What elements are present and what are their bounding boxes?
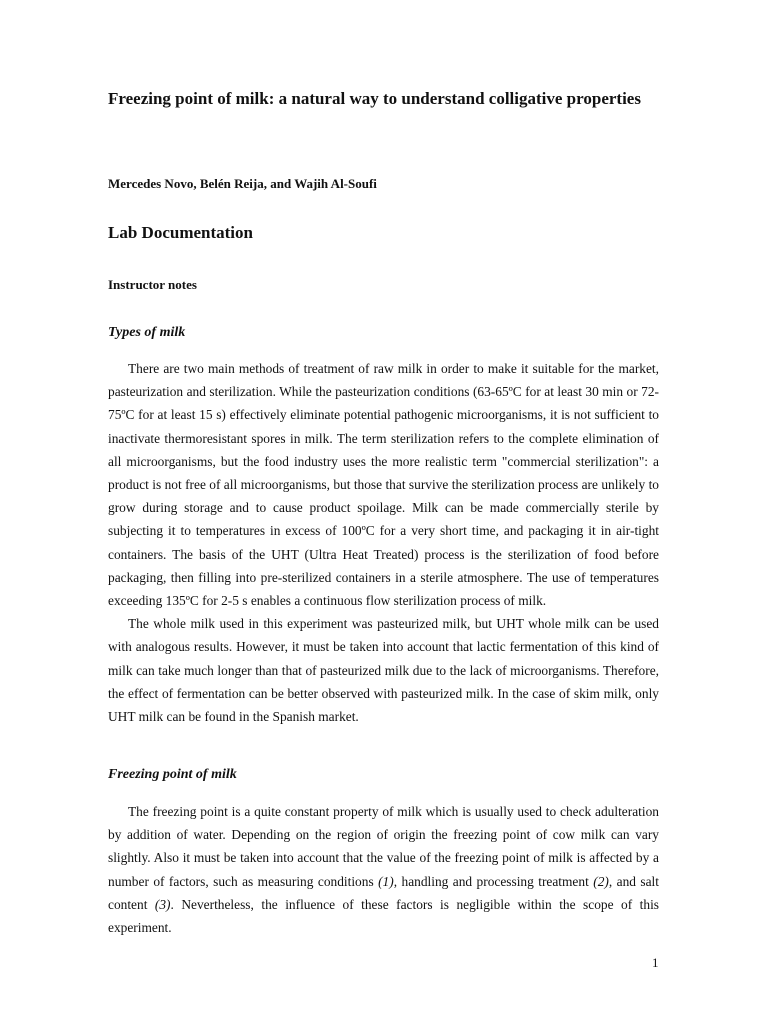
text-run: , handling and processing treatment <box>393 873 594 889</box>
types-of-milk-heading: Types of milk <box>108 325 186 340</box>
paragraph: The whole milk used in this experiment was pasteurized milk, but UHT whole milk can be used with analogous results. However, it must be taken into account that lactic fermentation of this kind of milk can take much longer than that of pasteurized milk due to the lack of microorganisms. Therefore, the effect of fermentation can be better observed with pasteurized milk. In the case of skim milk, only UHT milk can be found in the Spanish market. <box>108 616 659 725</box>
paper-title: Freezing point of milk: a natural way to understand colligative properties <box>108 89 641 108</box>
paragraph <box>108 800 659 939</box>
section-heading: Lab Documentation <box>108 223 253 242</box>
reference-1: (1) <box>378 873 394 889</box>
freezing-point-heading: Freezing point of milk <box>108 767 237 782</box>
freezing-point-body <box>108 800 659 939</box>
paragraph: There are two main methods of treatment of raw milk in order to make it suitable for the market, pasteurization and sterilization. While the pasteurization conditions (63-65ºC for at least 30 min or 72-75ºC for at least 15 s) effectively eliminate potential pathogenic microorganisms, it is not sufficient to inactivate thermoresistant spores in milk. The term sterilization refers to the complete elimination of all microorganisms, but the food industry uses the more realistic term "commercial sterilization": a product is not free of all microorganisms, but those that survive the sterilization process are unlikely to grow during storage and to cause product spoilage. Milk can be made commercially sterile by subjecting it to temperatures in excess of 100ºC for a very short time, and packaging it in air-tight containers. The basis of the UHT (Ultra Heat Treated) process is the sterilization of food before packaging, then filling into pre-sterilized containers in a sterile atmosphere. The use of temperatures exceeding 135ºC for 2-5 s enables a continuous flow sterilization process of milk. <box>108 361 659 609</box>
page-number: 1 <box>652 955 659 970</box>
reference-3: (3) <box>154 896 171 912</box>
subsection-heading: Instructor notes <box>108 277 197 292</box>
text-run: . Nevertheless, the influence of these factors is negligible within the scope of this experiment. <box>108 896 660 936</box>
text-run: , and salt content <box>108 873 659 912</box>
reference-2: (2) <box>593 873 609 889</box>
author-list: Mercedes Novo, Belén Reija, and Wajih Al-Soufi <box>108 176 377 191</box>
text-run: The freezing point is a quite constant property of milk which is usually used to check adulteration by addition of water. Depending on the region of origin the freezing point of cow milk can vary slightly. Also it must be taken into account that the value of the freezing point of milk is affected by a number of factors, such as measuring conditions <box>108 804 659 889</box>
types-of-milk-body <box>108 357 659 728</box>
